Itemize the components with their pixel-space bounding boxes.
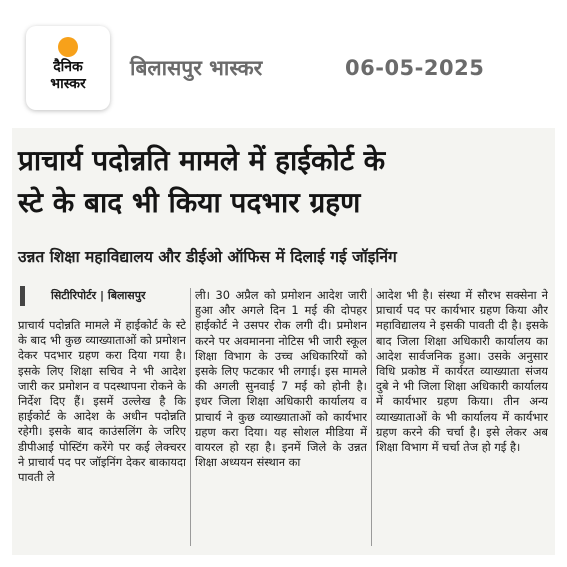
article-column-1: प्राचार्य पदोन्नति मामले में हाईकोर्ट के स्टे के बाद भी कुछ व्याख्याताओं को प्रमोशन देकर पदभार ग्रहण करा दिया गया है। इसके लिए शिक्षा सचिव ने भी आदेश जारी कर प्रमोशन व पदस्थापना रोकने के निर्देश दिए हैं। इसमें उल्लेख है कि हाईकोर्ट के आदेश के अधीन पदोन्नति रहेगी। इसके बाद काउंसलिंग के जरिए डीपीआई पोस्टिंग करेंगे पर कई लेक्चरर ने प्राचार्य पद पर जॉइनिंग देकर बाकायदा पावती ले xyxy=(18,318,186,485)
column-divider xyxy=(371,288,372,546)
logo-text-line2: भास्कर xyxy=(50,76,86,92)
headline xyxy=(18,140,548,224)
sun-icon xyxy=(58,37,78,57)
article-column-3: आदेश भी है। संस्था में सौरभ सक्सेना ने प्राचार्य पद पर कार्यभार ग्रहण किया और महाविद्यालय ने इसकी पावती दी है। इसके बाद जिला शिक्षा अधिकारी कार्यालय का आदेश सार्वजनिक हुआ। उसके अनुसार विधि प्रकोष्ठ में कार्यरत व्याख्याता संजय दुबे ने भी जिला शिक्षा अधिकारी कार्यालय में कार्यभार ग्रहण किया। तीन अन्य व्याख्याताओं के भी कार्यालय में कार्यभार ग्रहण करने की चर्चा है। इसे लेकर अब शिक्षा विभाग में चर्चा तेज हो गई है। xyxy=(376,288,548,455)
subheadline: उन्नत शिक्षा महाविद्यालय और डीईओ ऑफिस में दिलाई गई जॉइनिंग xyxy=(18,248,397,266)
dainik-bhaskar-logo xyxy=(26,26,110,110)
edition-name: बिलासपुर भास्कर xyxy=(130,56,263,80)
publication-date: 06-05-2025 xyxy=(345,56,485,80)
column-divider xyxy=(190,288,191,546)
masthead xyxy=(0,0,567,122)
news-clipping xyxy=(12,128,555,555)
dateline: सिटीरिपोर्टर | बिलासपुर xyxy=(20,286,186,306)
logo-text-line1: दैनिक xyxy=(53,59,83,75)
headline-line-2: स्टे के बाद भी किया पदभार ग्रहण xyxy=(18,186,361,219)
headline-line-1: प्राचार्य पदोन्नति मामले में हाईकोर्ट के xyxy=(18,144,386,177)
article-column-2: ली। 30 अप्रैल को प्रमोशन आदेश जारी हुआ और अगले दिन 1 मई की दोपहर हाईकोर्ट ने उसपर रोक लगी दी। प्रमोशन करने पर अवमानना नोटिस भी जारी स्कूल शिक्षा विभाग के उच्च अधिकारियों को इसके लिए फटकार भी लगाई। इस मामले की अगली सुनवाई 7 मई को होनी है। इधर जिला शिक्षा अधिकारी कार्यालय व प्राचार्य ने कुछ व्याख्याताओं को कार्यभार ग्रहण करा दिया। यह सोशल मीडिया में वायरल हो रहा है। इनमें जिले के उन्नत शिक्षा अध्ययन संस्थान का xyxy=(195,288,367,470)
